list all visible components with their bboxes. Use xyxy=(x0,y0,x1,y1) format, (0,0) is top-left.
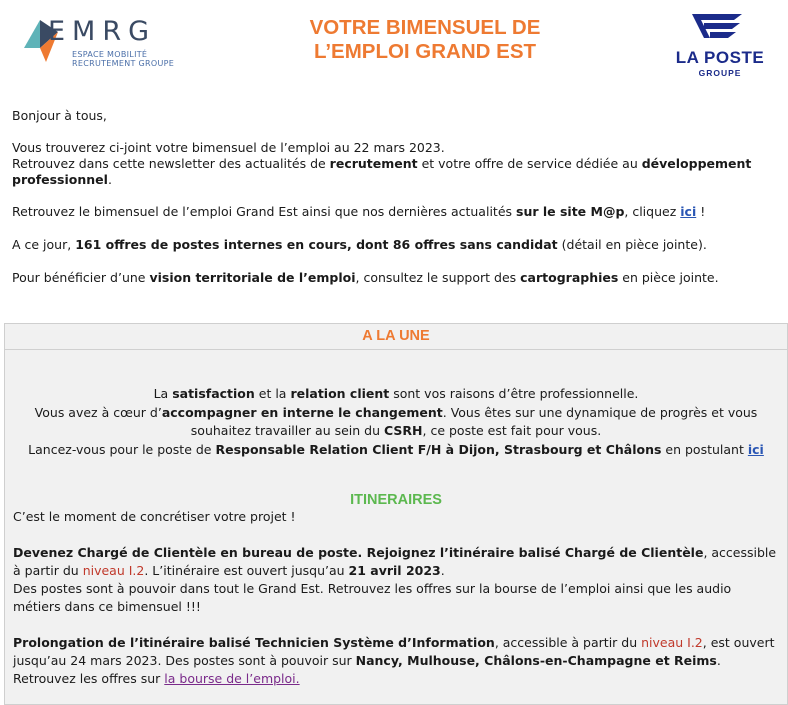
la-poste-bird-icon xyxy=(690,10,750,44)
intro-paragraph-2: Retrouvez le bimensuel de l’emploi Grand Est ainsi que nos dernières actualités sur le site M@p, cliquez ici ! xyxy=(12,204,706,219)
intro-section xyxy=(12,108,782,286)
itineraires-heading: ITINERAIRES xyxy=(350,492,442,508)
intro-paragraph-4: Pour bénéficier d’une vision territoriale de l’emploi, consultez le support des cartographies en pièce jointe. xyxy=(12,270,719,285)
itineraires-lead: C’est le moment de concrétiser votre projet ! xyxy=(13,509,296,524)
content-box xyxy=(4,323,788,705)
itinerary-1: Devenez Chargé de Clientèle en bureau de poste. Rejoignez l’itinéraire balisé Chargé de Clientèle, accessible à partir du niveau I.2. L’itinéraire est ouvert jusqu’au 21 avril 2023. xyxy=(13,545,777,578)
a-la-une-section xyxy=(5,385,787,459)
itineraires-section xyxy=(5,508,787,688)
title-line-1: VOTRE BIMENSUEL DE xyxy=(309,16,541,39)
map-site-link[interactable]: ici xyxy=(680,204,697,219)
itinerary-2: Prolongation de l’itinéraire balisé Technicien Système d’Information, accessible à partir du niveau I.2, est ouvert jusqu’au 24 mars 2023. Des postes sont à pouvoir sur Nancy, Mulhouse, Châlons-en-Champagne et Reims. Retrouvez les offres sur la bourse de l’emploi. xyxy=(13,635,775,686)
a-la-une-heading: A LA UNE xyxy=(5,324,787,350)
intro-paragraph-3: A ce jour, 161 offres de postes internes en cours, dont 86 offres sans candidat (détail en pièce jointe). xyxy=(12,237,707,252)
emrg-subtitle-2: RECRUTEMENT GROUPE xyxy=(72,59,175,68)
emrg-logo xyxy=(20,18,195,68)
intro-paragraph-1b: Retrouvez dans cette newsletter des actualités de recrutement et votre offre de service dédiée au développement professionnel. xyxy=(12,156,752,187)
une-line-2: Vous avez à cœur d’accompagner en interne le changement. Vous êtes sur une dynamique de progrès et vous souhaitez travailler au sein du CSRH, ce poste est fait pour vous. xyxy=(34,404,758,438)
job-board-link[interactable]: la bourse de l’emploi. xyxy=(164,671,300,686)
apply-link[interactable]: ici xyxy=(747,441,764,457)
la-poste-wordmark: LA POSTE xyxy=(675,48,765,67)
newsletter-header xyxy=(0,0,788,100)
une-line-3: Lancez-vous pour le poste de Responsable Relation Client F/H à Dijon, Strasbourg et Châlons en postulant ici xyxy=(28,441,764,457)
newsletter-title xyxy=(290,16,560,64)
la-poste-subtitle: GROUPE xyxy=(698,68,742,78)
emrg-subtitle-1: ESPACE MOBILITÉ xyxy=(72,50,148,59)
greeting: Bonjour à tous, xyxy=(12,108,107,123)
une-line-1: La satisfaction et la relation client sont vos raisons d’être professionnelle. xyxy=(153,386,639,401)
title-line-2: L’EMPLOI GRAND EST xyxy=(313,40,537,63)
intro-paragraph-1: Vous trouverez ci-joint votre bimensuel de l’emploi au 22 mars 2023. xyxy=(12,140,445,155)
emrg-wordmark: EMRG xyxy=(48,16,157,47)
itinerary-1-details: Des postes sont à pouvoir dans tout le Grand Est. Retrouvez les offres sur la bourse de l’emploi ainsi que les audio métiers dans ce bimensuel !!! xyxy=(13,581,732,614)
la-poste-logo xyxy=(660,8,780,78)
